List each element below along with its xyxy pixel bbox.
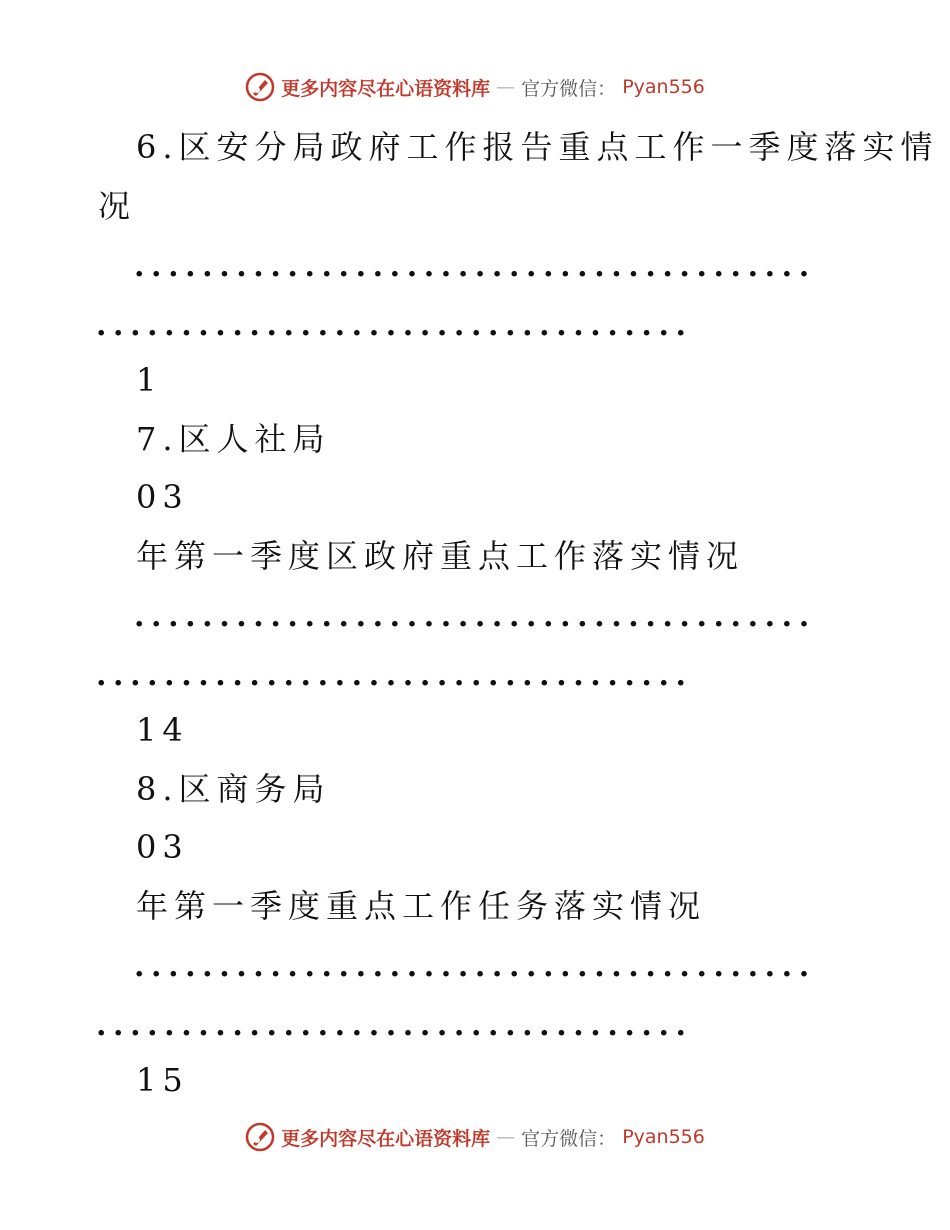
watermark-wechat-label: 官方微信：: [521, 1127, 617, 1150]
watermark-wechat-label: 官方微信：: [521, 77, 617, 100]
toc-entry-year: 03: [136, 828, 189, 866]
toc-entry-title: 7.区人社局: [136, 420, 331, 458]
toc-entry-year: 03: [136, 478, 189, 516]
watermark-separator: —: [496, 76, 516, 98]
watermark-wechat-id: Pyan556: [622, 76, 705, 98]
watermark-wechat-id: Pyan556: [622, 1126, 705, 1148]
watermark-main-text: 更多内容尽在心语资料库: [281, 1127, 491, 1150]
watermark-separator: —: [496, 1126, 516, 1148]
toc-leader-dots: ........................................: [134, 252, 816, 282]
toc-leader-dots: ...................................: [96, 661, 693, 691]
pen-circle-logo-icon: [245, 72, 275, 102]
toc-page-number: 15: [136, 1061, 189, 1099]
header-watermark: [0, 72, 950, 102]
toc-entry-title-continued: 况: [98, 187, 137, 225]
toc-entry-title-continued: 年第一季度重点工作任务落实情况: [136, 887, 707, 925]
footer-watermark: [0, 1122, 950, 1152]
toc-leader-dots: ...................................: [96, 1011, 693, 1041]
toc-entry-title: 6.区安分局政府工作报告重点工作一季度落实情: [136, 128, 939, 166]
toc-page-number: 14: [136, 711, 189, 749]
toc-entry-title: 8.区商务局: [136, 770, 331, 808]
toc-leader-dots: ........................................: [134, 952, 816, 982]
toc-leader-dots: ........................................: [134, 602, 816, 632]
watermark-main-text: 更多内容尽在心语资料库: [281, 77, 491, 100]
pen-circle-logo-icon: [245, 1122, 275, 1152]
toc-leader-dots: ...................................: [96, 311, 693, 341]
toc-entry-title-continued: 年第一季度区政府重点工作落实情况: [136, 537, 745, 575]
toc-page-number: 1: [136, 361, 163, 399]
